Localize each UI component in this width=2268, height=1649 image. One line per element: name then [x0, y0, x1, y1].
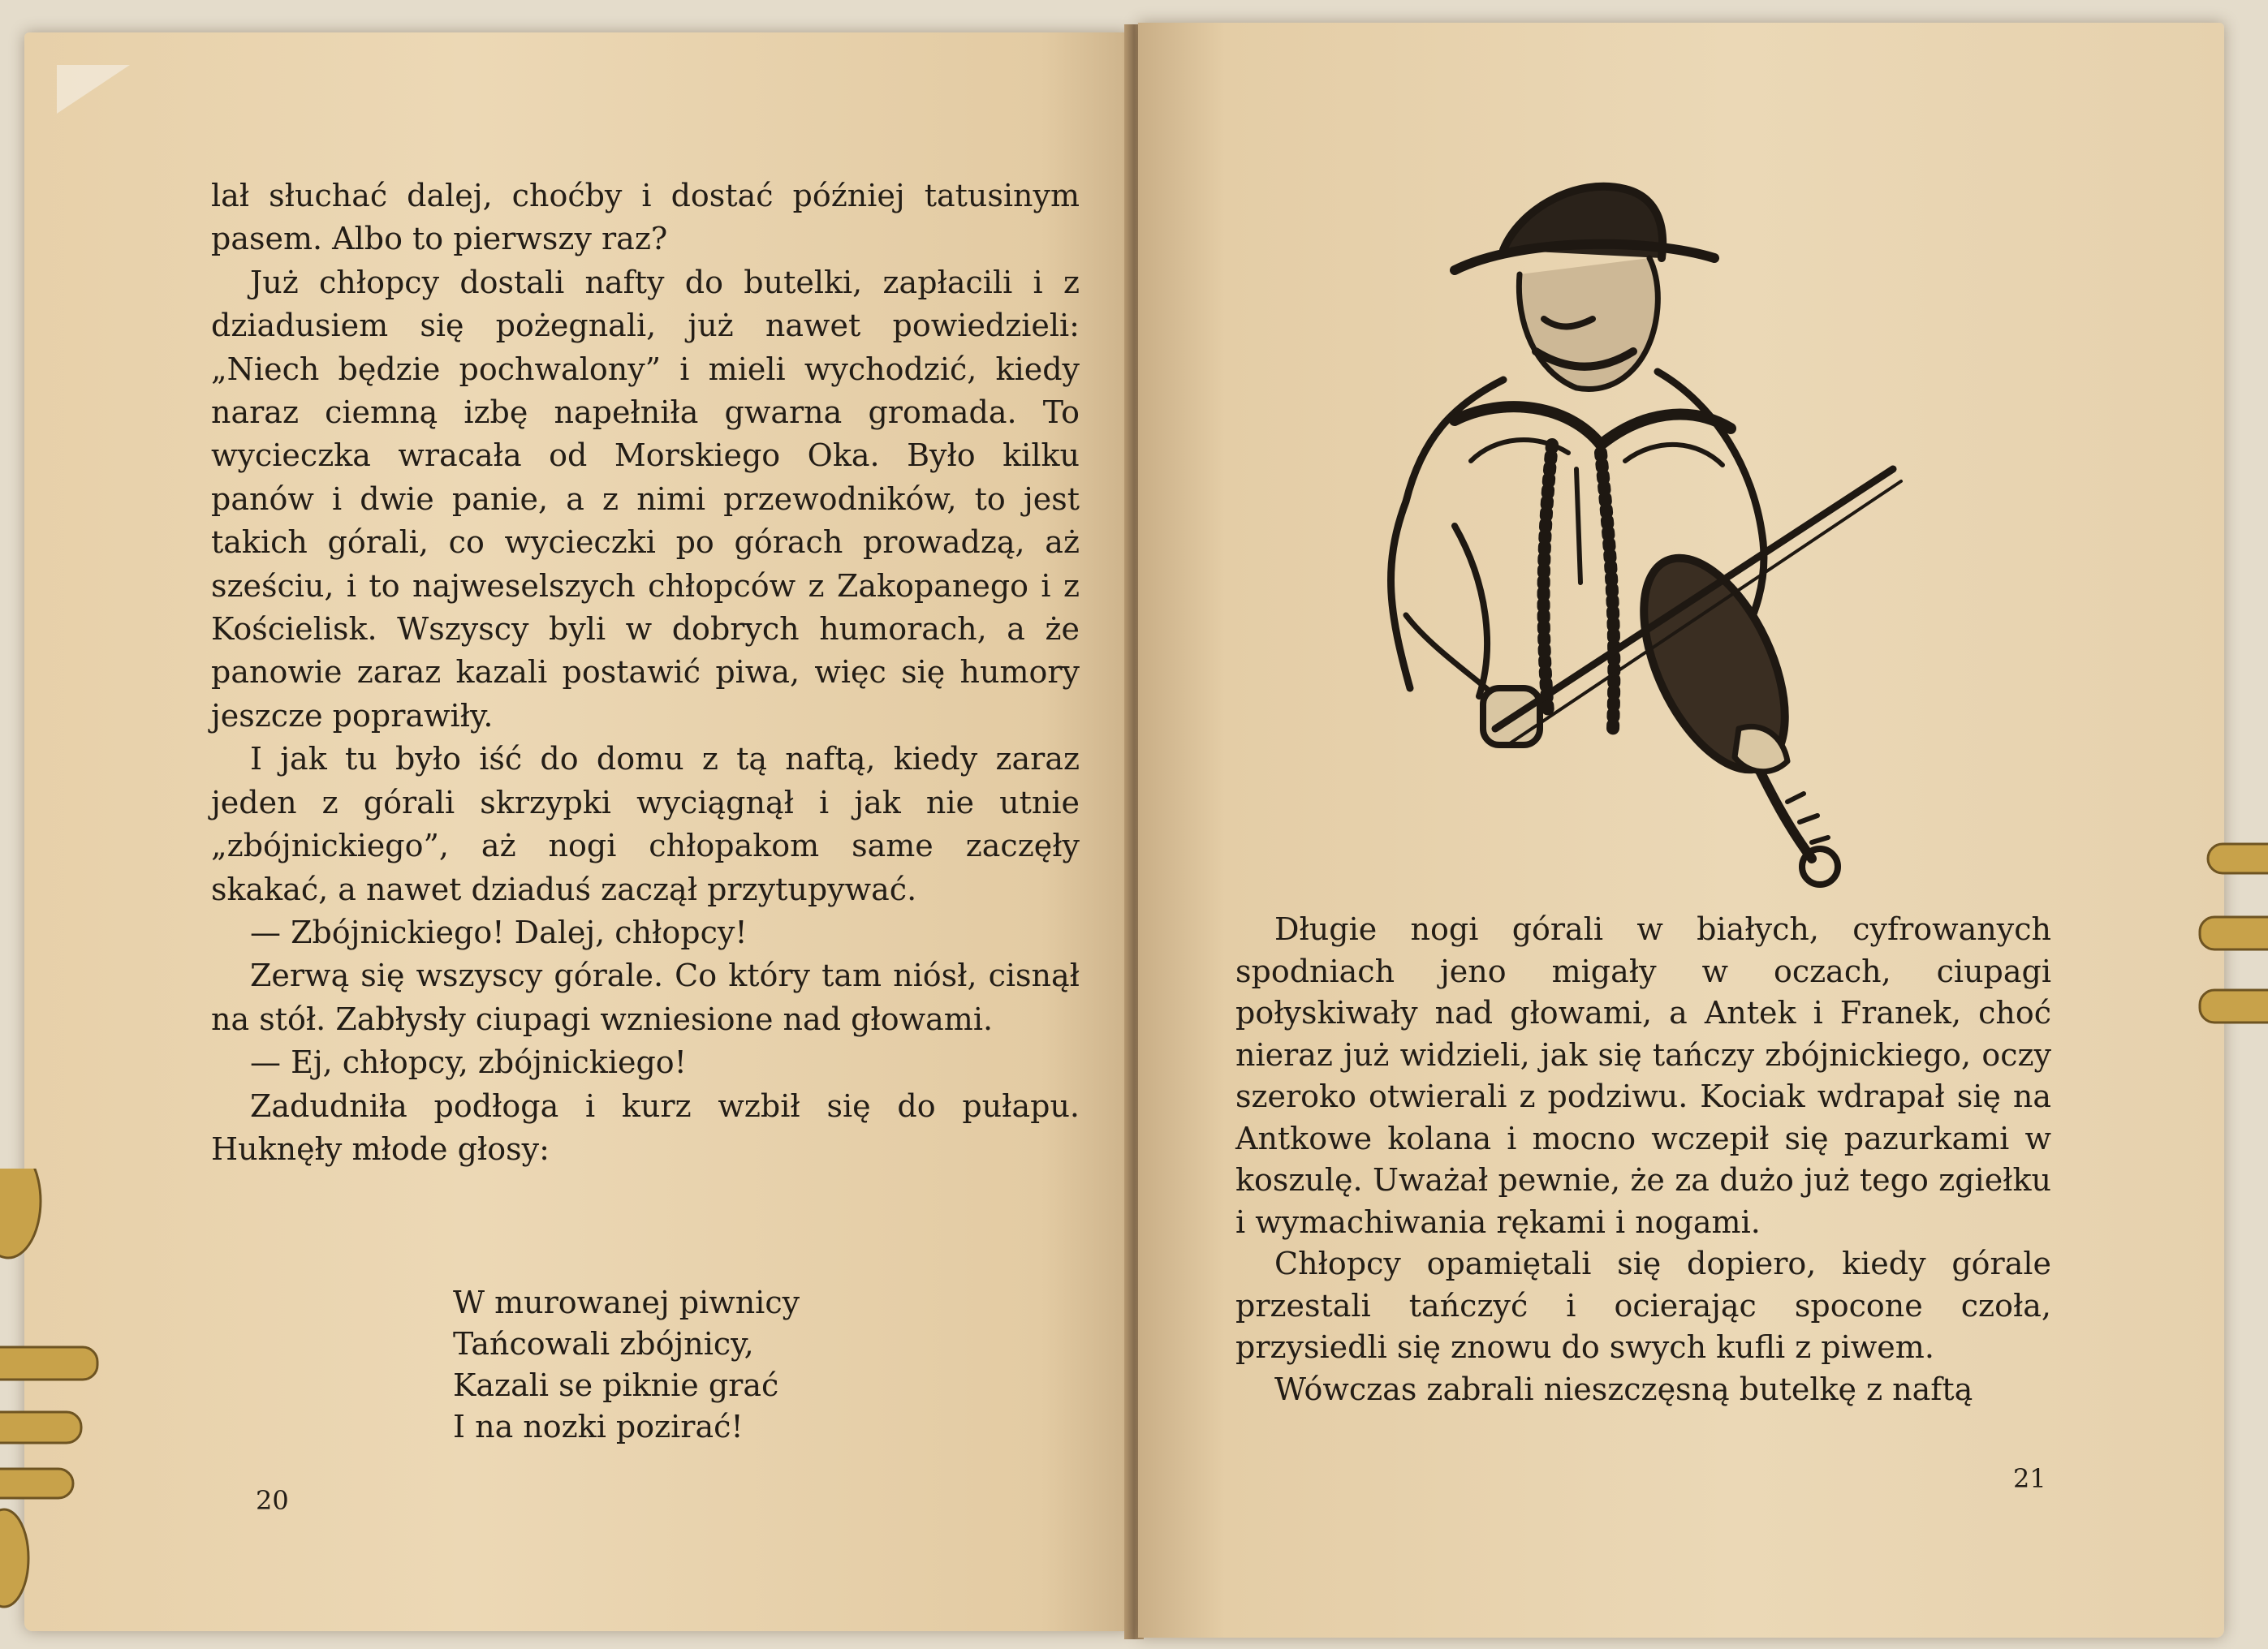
paragraph: lał słuchać dalej, choćby i dostać później tatusinym pasem. Albo to pierwszy raz? [211, 178, 1080, 257]
corner-tape-icon [57, 65, 130, 114]
page-number-left: 20 [256, 1485, 289, 1516]
poem-line: Tańcowali zbójnicy, [453, 1326, 754, 1362]
paragraph: Już chłopcy dostali nafty do butelki, zapłacili i z dziadusiem się pożegnali, już nawet powiedzieli: „Niech będzie pochwalony” i mieli wychodzić, kiedy naraz ciemną izbę napełniła gwarna gromada. To wycieczka wracała od Morskiego Oka. Było kilku panów i dwie panie, a z nimi przewodników, to jest takich górali, co wycieczki po górach prowadzą, aż sześciu, i to najweselszych chłopców z Zakopanego i z Kościelisk. Wszyscy byli w dobrych humorach, a że panowie zaraz kazali postawić piwa, więc się humory jeszcze poprawiły. [211, 264, 1080, 734]
highlander-fiddler-icon [1333, 161, 1917, 891]
poem-verse [453, 1282, 800, 1448]
brass-clip-right-icon [2192, 828, 2268, 1071]
left-page [24, 32, 1130, 1631]
paragraph: Zerwą się wszyscy górale. Co który tam niósł, cisnął na stół. Zabłysły ciupagi wzniesione nad głowami. [211, 958, 1080, 1037]
paragraph: I jak tu było iść do domu z tą naftą, kiedy zaraz jeden z górali skrzypki wyciągnął i jak nie utnie „zbójnickiego”, aż nogi chłopakom same zaczęły skakać, a nawet dziaduś zaczął przytupywać. [211, 741, 1080, 907]
poem-line: Kazali se piknie grać [453, 1367, 779, 1403]
paragraph: Długie nogi górali w białych, cyfrowanych spodniach jeno migały w oczach, ciupagi połyskiwały nad głowami, a Antek i Franek, choć nieraz już widzieli, jak się tańczy zbójnickiego, oczy szeroko otwierali z podziwu. Kociak wdrapał się na Antkowe kolana i mocno wczepił się pazurkami w koszulę. Uważał pewnie, że za dużo już tego zgiełku i wymachiwania rękami i nogami. [1235, 911, 2051, 1240]
paragraph: Zadudniła podłoga i kurz wzbił się do pułapu. Huknęły młode głosy: [211, 1087, 1080, 1167]
right-page [1138, 23, 2224, 1638]
paragraph: Wówczas zabrali nieszczęsną butelkę z naftą [1274, 1371, 1973, 1407]
paragraph: Chłopcy opamiętali się dopiero, kiedy górale przestali tańczyć i ocierając spocone czoła, przysiedli się znowu do swych kufli z piwem. [1235, 1246, 2051, 1365]
left-page-text [211, 174, 1080, 1171]
paragraph: — Ej, chłopcy, zbójnickiego! [250, 1044, 687, 1081]
paragraph: — Zbójnickiego! Dalej, chłopcy! [250, 914, 748, 950]
brass-clip-left-icon [0, 1169, 106, 1623]
page-number-right: 21 [2013, 1463, 2046, 1494]
right-page-text [1235, 909, 2051, 1410]
poem-line: W murowanej piwnicy [453, 1285, 800, 1320]
poem-line: I na nozki pozirać! [453, 1409, 744, 1444]
